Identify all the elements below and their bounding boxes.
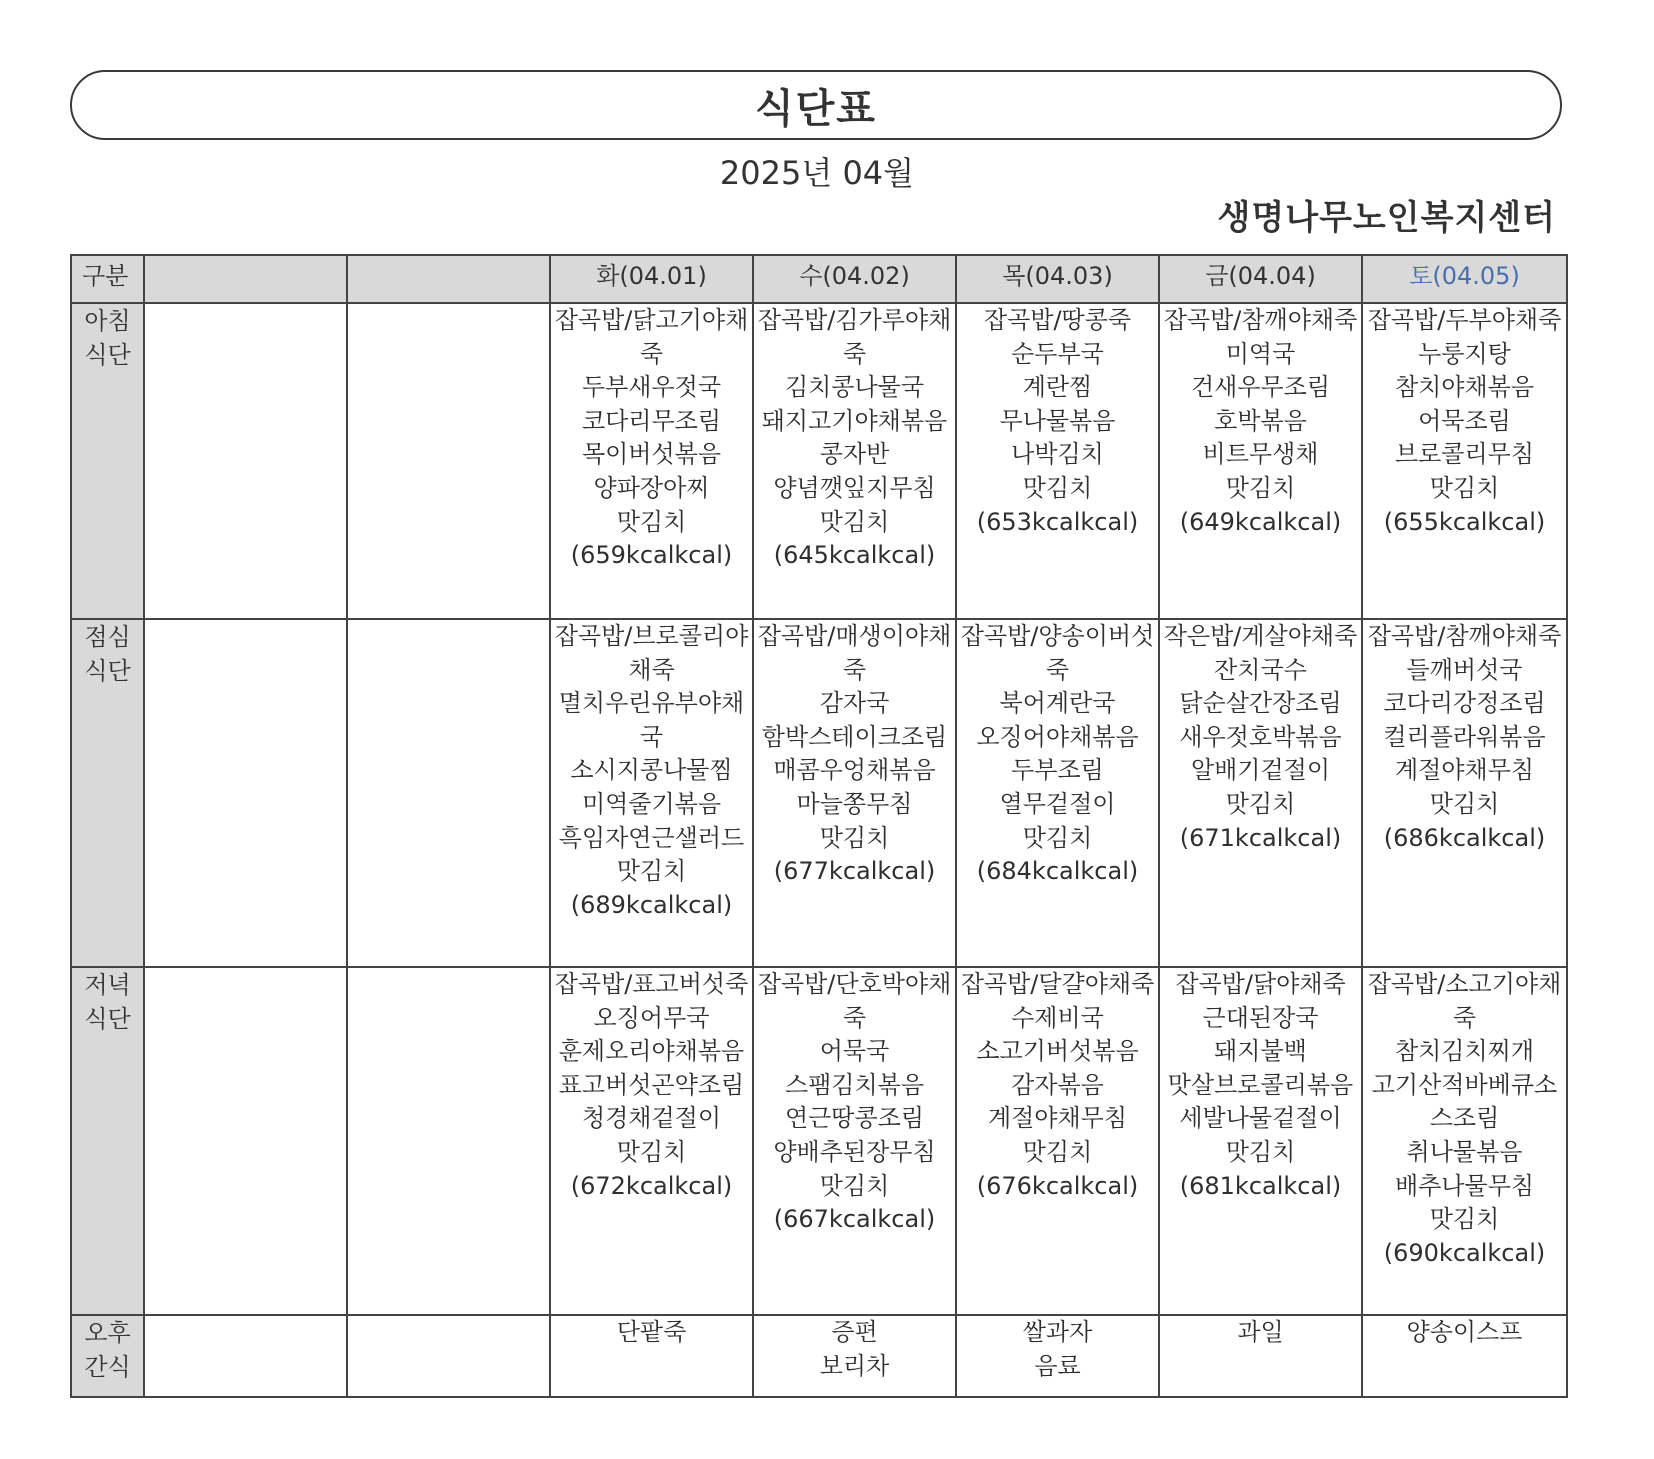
menu-item: (655kcalkcal) bbox=[1383, 507, 1546, 536]
blank-cell bbox=[347, 619, 550, 967]
menu-item: 비트무생채 bbox=[1202, 440, 1319, 469]
row-label-line: 식단 bbox=[84, 341, 131, 369]
menu-item: 계절야채무침 bbox=[987, 1104, 1128, 1133]
menu-item: 취나물볶음 bbox=[1406, 1137, 1523, 1166]
breakfast-row bbox=[71, 303, 1567, 619]
menu-item: 잡곡밥/땅콩죽 bbox=[983, 306, 1132, 334]
menu-table bbox=[70, 254, 1568, 1398]
menu-item: (659kcalkcal) bbox=[570, 541, 733, 570]
menu-item: 닭순살간장조림 bbox=[1179, 689, 1342, 718]
menu-item: 맛김치 bbox=[1225, 789, 1296, 818]
menu-cell bbox=[1362, 619, 1567, 967]
menu-item: (645kcalkcal) bbox=[773, 541, 936, 570]
header-day-5: 토(04.05) bbox=[1362, 255, 1567, 303]
menu-cell bbox=[956, 1315, 1159, 1397]
menu-item: 맛김치 bbox=[1022, 1137, 1093, 1166]
menu-item: 김치콩나물국 bbox=[784, 373, 925, 402]
menu-item: 잔치국수 bbox=[1214, 655, 1307, 684]
menu-item: 표고버섯곤약조림 bbox=[558, 1070, 745, 1099]
menu-item: 잡곡밥/참깨야채죽 bbox=[1367, 622, 1562, 650]
menu-item: 멸치우린유부야채국 bbox=[558, 689, 745, 751]
menu-cell bbox=[1159, 619, 1362, 967]
header-day-4: 금(04.04) bbox=[1159, 255, 1362, 303]
menu-item: 함박스테이크조림 bbox=[761, 722, 948, 751]
organization-name: 생명나무노인복지센터 bbox=[1217, 198, 1556, 238]
menu-item: 양파장아찌 bbox=[593, 473, 710, 502]
row-label-snack bbox=[71, 1315, 144, 1397]
menu-item: 근대된장국 bbox=[1202, 1003, 1319, 1032]
menu-item: 어묵국 bbox=[819, 1037, 890, 1066]
menu-item: 계절야채무침 bbox=[1394, 756, 1535, 785]
header-blank-1 bbox=[144, 255, 347, 303]
menu-item: 수제비국 bbox=[1011, 1003, 1104, 1032]
menu-item: 잡곡밥/소고기야채죽 bbox=[1367, 970, 1562, 1032]
menu-item: 잡곡밥/브로콜리야채죽 bbox=[554, 622, 749, 684]
menu-item: 돼지불백 bbox=[1214, 1037, 1307, 1066]
blank-cell bbox=[144, 303, 347, 619]
menu-item: 맛김치 bbox=[1429, 789, 1500, 818]
menu-item: 맛김치 bbox=[616, 1137, 687, 1166]
menu-cell bbox=[1159, 1315, 1362, 1397]
menu-item: (677kcalkcal) bbox=[773, 857, 936, 886]
blank-cell bbox=[144, 1315, 347, 1397]
row-label-dinner bbox=[71, 967, 144, 1315]
menu-item: 계란찜 bbox=[1022, 373, 1093, 402]
menu-item: (676kcalkcal) bbox=[976, 1171, 1139, 1200]
menu-item: 맛김치 bbox=[819, 507, 890, 536]
menu-item: 돼지고기야채볶음 bbox=[761, 406, 948, 435]
menu-item: 마늘쫑무침 bbox=[796, 789, 913, 818]
menu-cell bbox=[753, 967, 956, 1315]
menu-cell bbox=[753, 303, 956, 619]
page-title: 식단표 bbox=[755, 85, 877, 132]
menu-item: 잡곡밥/닭고기야채죽 bbox=[554, 306, 749, 368]
menu-item: 컬리플라워볶음 bbox=[1383, 722, 1546, 751]
row-label-lunch bbox=[71, 619, 144, 967]
header-day-3: 목(04.03) bbox=[956, 255, 1159, 303]
menu-item: 목이버섯볶음 bbox=[581, 440, 722, 469]
menu-item: 매콤우엉채볶음 bbox=[773, 756, 936, 785]
row-label-line: 저녁 bbox=[84, 971, 131, 999]
menu-item: 고기산적바베큐소스조림 bbox=[1371, 1070, 1558, 1133]
row-label-breakfast bbox=[71, 303, 144, 619]
snack-row bbox=[71, 1315, 1567, 1397]
menu-cell bbox=[753, 1315, 956, 1397]
menu-item: 잡곡밥/참깨야채죽 bbox=[1163, 306, 1358, 334]
menu-item: 오징어무국 bbox=[593, 1003, 710, 1032]
menu-item: 어묵조림 bbox=[1418, 406, 1511, 435]
menu-item: 코다리무조림 bbox=[581, 406, 722, 435]
menu-item: 맛김치 bbox=[1022, 473, 1093, 502]
menu-item: 소고기버섯볶음 bbox=[976, 1037, 1139, 1066]
row-label-line: 점심 bbox=[84, 623, 131, 651]
menu-cell bbox=[1362, 303, 1567, 619]
menu-item: 흑임자연근샐러드 bbox=[558, 823, 745, 852]
menu-cell bbox=[956, 619, 1159, 967]
blank-cell bbox=[347, 967, 550, 1315]
menu-item: (690kcalkcal) bbox=[1383, 1238, 1546, 1267]
menu-item: 음료 bbox=[1034, 1351, 1081, 1380]
header-day-2: 수(04.02) bbox=[753, 255, 956, 303]
blank-cell bbox=[347, 303, 550, 619]
menu-item: 맛김치 bbox=[1225, 473, 1296, 502]
header-category: 구분 bbox=[71, 255, 144, 303]
blank-cell bbox=[144, 967, 347, 1315]
menu-item: 나박김치 bbox=[1011, 440, 1104, 469]
menu-item: (671kcalkcal) bbox=[1179, 823, 1342, 852]
menu-item: 건새우무조림 bbox=[1190, 373, 1331, 402]
menu-cell bbox=[956, 967, 1159, 1315]
menu-item: 잡곡밥/표고버섯죽 bbox=[554, 970, 749, 998]
menu-item: 과일 bbox=[1237, 1318, 1284, 1346]
menu-cell bbox=[1159, 303, 1362, 619]
menu-item: 콩자반 bbox=[819, 440, 890, 469]
menu-item: 잡곡밥/매생이야채죽 bbox=[757, 622, 952, 684]
menu-item: 잡곡밥/닭야채죽 bbox=[1175, 970, 1346, 998]
menu-item: 맛김치 bbox=[1429, 1205, 1500, 1234]
menu-item: 호박볶음 bbox=[1214, 406, 1307, 435]
menu-item: 두부조림 bbox=[1011, 756, 1104, 785]
menu-item: 세발나물겉절이 bbox=[1179, 1104, 1342, 1133]
menu-item: 미역줄기볶음 bbox=[581, 789, 722, 818]
title-banner bbox=[70, 70, 1562, 140]
menu-item: 증편 bbox=[831, 1318, 878, 1346]
menu-item: 순두부국 bbox=[1011, 339, 1104, 368]
blank-cell bbox=[144, 619, 347, 967]
menu-item: 보리차 bbox=[819, 1351, 890, 1380]
menu-item: 누룽지탕 bbox=[1418, 339, 1511, 368]
menu-item: 양념깻잎지무침 bbox=[773, 473, 936, 502]
menu-item: 맛김치 bbox=[616, 507, 687, 536]
menu-cell bbox=[550, 303, 753, 619]
menu-item: 들깨버섯국 bbox=[1406, 655, 1523, 684]
menu-item: (686kcalkcal) bbox=[1383, 823, 1546, 852]
menu-item: 잡곡밥/달걀야채죽 bbox=[960, 970, 1155, 998]
menu-item: 오징어야채볶음 bbox=[976, 722, 1139, 751]
menu-cell bbox=[550, 1315, 753, 1397]
menu-item: 브로콜리무침 bbox=[1394, 440, 1535, 469]
menu-cell bbox=[1362, 967, 1567, 1315]
row-label-line: 아침 bbox=[84, 307, 131, 335]
menu-item: (653kcalkcal) bbox=[976, 507, 1139, 536]
menu-item: 잡곡밥/두부야채죽 bbox=[1367, 306, 1562, 334]
menu-item: 잡곡밥/양송이버섯죽 bbox=[960, 622, 1155, 684]
menu-item: 미역국 bbox=[1225, 339, 1296, 368]
menu-item: 감자국 bbox=[819, 689, 890, 718]
menu-item: 잡곡밥/김가루야채죽 bbox=[757, 306, 952, 368]
menu-item: 감자볶음 bbox=[1011, 1070, 1104, 1099]
menu-item: 코다리강정조림 bbox=[1383, 689, 1546, 718]
menu-item: 청경채겉절이 bbox=[581, 1104, 722, 1133]
menu-item: 단팥죽 bbox=[616, 1318, 687, 1346]
menu-item: 맛살브로콜리볶음 bbox=[1167, 1070, 1354, 1099]
menu-cell bbox=[550, 967, 753, 1315]
menu-item: 두부새우젓국 bbox=[581, 373, 722, 402]
row-label-line: 식단 bbox=[84, 1005, 131, 1033]
menu-item: (689kcalkcal) bbox=[570, 890, 733, 919]
menu-item: 맛김치 bbox=[819, 1171, 890, 1200]
menu-item: 작은밥/게살야채죽 bbox=[1163, 622, 1358, 650]
header-blank-2 bbox=[347, 255, 550, 303]
row-label-line: 식단 bbox=[84, 657, 131, 685]
row-label-line: 간식 bbox=[84, 1353, 131, 1381]
menu-item: 참치야채볶음 bbox=[1394, 373, 1535, 402]
menu-item: 배추나물무침 bbox=[1394, 1171, 1535, 1200]
menu-item: (649kcalkcal) bbox=[1179, 507, 1342, 536]
menu-item: 북어계란국 bbox=[999, 689, 1116, 718]
menu-item: (681kcalkcal) bbox=[1179, 1171, 1342, 1200]
menu-cell bbox=[753, 619, 956, 967]
menu-item: (684kcalkcal) bbox=[976, 857, 1139, 886]
header-day-1: 화(04.01) bbox=[550, 255, 753, 303]
menu-item: 새우젓호박볶음 bbox=[1179, 722, 1342, 751]
menu-item: 맛김치 bbox=[1022, 823, 1093, 852]
dinner-row bbox=[71, 967, 1567, 1315]
menu-cell bbox=[1362, 1315, 1567, 1397]
menu-item: 양배추된장무침 bbox=[773, 1137, 936, 1166]
menu-item: 열무겉절이 bbox=[999, 789, 1116, 818]
menu-item: (667kcalkcal) bbox=[773, 1205, 936, 1234]
menu-item: 잡곡밥/단호박야채죽 bbox=[757, 970, 952, 1032]
menu-item: 맛김치 bbox=[1429, 473, 1500, 502]
menu-cell bbox=[550, 619, 753, 967]
menu-item: 무나물볶음 bbox=[999, 406, 1116, 435]
menu-cell bbox=[956, 303, 1159, 619]
menu-item: 쌀과자 bbox=[1022, 1318, 1093, 1346]
menu-item: 맛김치 bbox=[616, 857, 687, 886]
menu-item: 맛김치 bbox=[1225, 1137, 1296, 1166]
menu-item: 참치김치찌개 bbox=[1394, 1037, 1535, 1066]
menu-item: 알배기겉절이 bbox=[1190, 756, 1331, 785]
header-row bbox=[71, 255, 1567, 303]
menu-cell bbox=[1159, 967, 1362, 1315]
blank-cell bbox=[347, 1315, 550, 1397]
menu-item: 소시지콩나물찜 bbox=[570, 756, 733, 785]
menu-item: (672kcalkcal) bbox=[570, 1171, 733, 1200]
menu-item: 훈제오리야채볶음 bbox=[558, 1037, 745, 1066]
menu-item: 연근땅콩조림 bbox=[784, 1104, 925, 1133]
lunch-row bbox=[71, 619, 1567, 967]
menu-item: 양송이스프 bbox=[1406, 1318, 1523, 1346]
menu-item: 맛김치 bbox=[819, 823, 890, 852]
menu-item: 스팸김치볶음 bbox=[784, 1070, 925, 1099]
month-label: 2025년 04월 bbox=[719, 154, 915, 192]
row-label-line: 오후 bbox=[84, 1319, 131, 1347]
